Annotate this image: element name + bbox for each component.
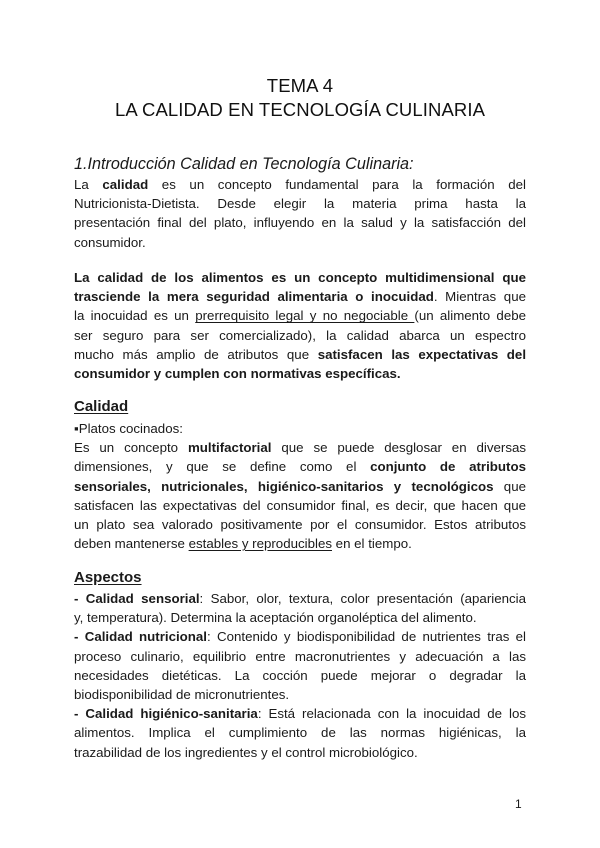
- text-line: [74, 477, 526, 496]
- bold-text: - Calidad higiénico-sanitaria: [74, 706, 258, 722]
- text: : Está relacionada con la inocuidad de los: [257, 706, 526, 722]
- text: (un alimento debe: [414, 308, 527, 324]
- aspectos-list: [74, 589, 526, 762]
- document-title-line1: TEMA 4: [266, 75, 334, 96]
- text-line: [74, 175, 526, 194]
- bold-text: calidad: [102, 177, 149, 192]
- bold-text: sensoriales, nutricionales, higiénico-sanitarios y tecnológicos: [74, 478, 494, 494]
- intro-heading: 1.Introducción Calidad en Tecnología Culinaria:: [74, 155, 414, 173]
- text-line: [74, 534, 526, 553]
- text: La: [74, 177, 103, 192]
- bold-text: trasciende la mera seguridad alimentaria o inocuidad: [74, 289, 434, 305]
- text: que se puede desglosar en diversas: [271, 440, 527, 456]
- text-line: Nutricionista-Dietista. Desde elegir la materia prima hasta la: [74, 196, 526, 212]
- text-line: [74, 627, 526, 646]
- text: la inocuidad es un: [74, 308, 196, 324]
- text-line: [74, 287, 526, 306]
- bold-text: satisfacen las expectativas del: [317, 346, 527, 362]
- text-line: [74, 364, 526, 383]
- text-line: presentación final del plato, influyendo en la salud y la satisfacción del: [74, 215, 526, 231]
- text: en el tiempo.: [331, 536, 412, 552]
- text: que: [493, 478, 526, 494]
- text: dimensiones, y que se define como el: [74, 459, 371, 475]
- calidad-paragraph: [74, 419, 526, 553]
- text: : Sabor, olor, textura, color presentación (apariencia: [199, 591, 526, 606]
- intro-paragraph-2: [74, 268, 526, 383]
- aspectos-heading: [74, 568, 526, 588]
- text: Es un concepto: [74, 440, 188, 456]
- text-line: [74, 306, 526, 325]
- bold-text: - Calidad sensorial: [74, 591, 200, 606]
- text-line: [74, 704, 526, 723]
- text-line: [74, 589, 526, 608]
- page-number: 1: [515, 797, 522, 811]
- text-line: trazabilidad de los ingredientes y el control microbiológico.: [74, 744, 418, 760]
- text-line: [74, 438, 526, 457]
- bold-text: La calidad de los alimentos es un concepto multidimensional que: [74, 270, 526, 285]
- bullet-line: ▪Platos cocinados:: [74, 421, 183, 436]
- text: deben mantenerse: [74, 536, 189, 552]
- text-line: satisfacen las expectativas del consumidor final, es decir, que hacen que: [74, 497, 526, 513]
- text: es un concepto fundamental para la formación del: [148, 177, 526, 192]
- text-line: y, temperatura). Determina la aceptación organoléptica del alimento.: [74, 610, 477, 626]
- text-line: [74, 345, 526, 364]
- text-line: proceso culinario, equilibrio entre macronutrientes y adecuación a las: [74, 648, 526, 664]
- text-line: consumidor.: [74, 234, 146, 250]
- bold-text: - Calidad nutricional: [74, 629, 207, 645]
- text-line: [74, 457, 526, 476]
- bold-text: conjunto de atributos: [370, 459, 526, 475]
- underlined-heading: Calidad: [74, 398, 129, 415]
- calidad-heading: [74, 397, 526, 417]
- bold-text: multifactorial: [187, 440, 272, 456]
- text-line: [74, 268, 526, 287]
- text: : Contenido y biodisponibilidad de nutrientes tras el: [207, 629, 526, 645]
- underlined-heading: Aspectos: [74, 569, 142, 586]
- text-line: biodisponibilidad de micronutrientes.: [74, 687, 290, 703]
- text-line: ser seguro para ser comercializado), la calidad abarca un espectro: [74, 327, 526, 343]
- document-title-line2: LA CALIDAD EN TECNOLOGÍA CULINARIA: [114, 99, 486, 120]
- bold-text: consumidor y cumplen con normativas específicas.: [74, 366, 401, 382]
- text-line: alimentos. Implica el cumplimiento de las normas higiénicas, la: [74, 725, 526, 741]
- text: mucho más amplio de atributos que: [74, 346, 318, 362]
- text-line: necesidades dietéticas. La cocción puede mejorar o degradar la: [74, 667, 526, 683]
- underlined-text: prerrequisito legal y no negociable: [195, 308, 415, 324]
- text: . Mientras que: [433, 289, 526, 305]
- intro-paragraph-1: [74, 175, 526, 252]
- underlined-text: estables y reproducibles: [188, 536, 332, 552]
- text-line: un plato sea valorado positivamente por el consumidor. Estos atributos: [74, 517, 526, 533]
